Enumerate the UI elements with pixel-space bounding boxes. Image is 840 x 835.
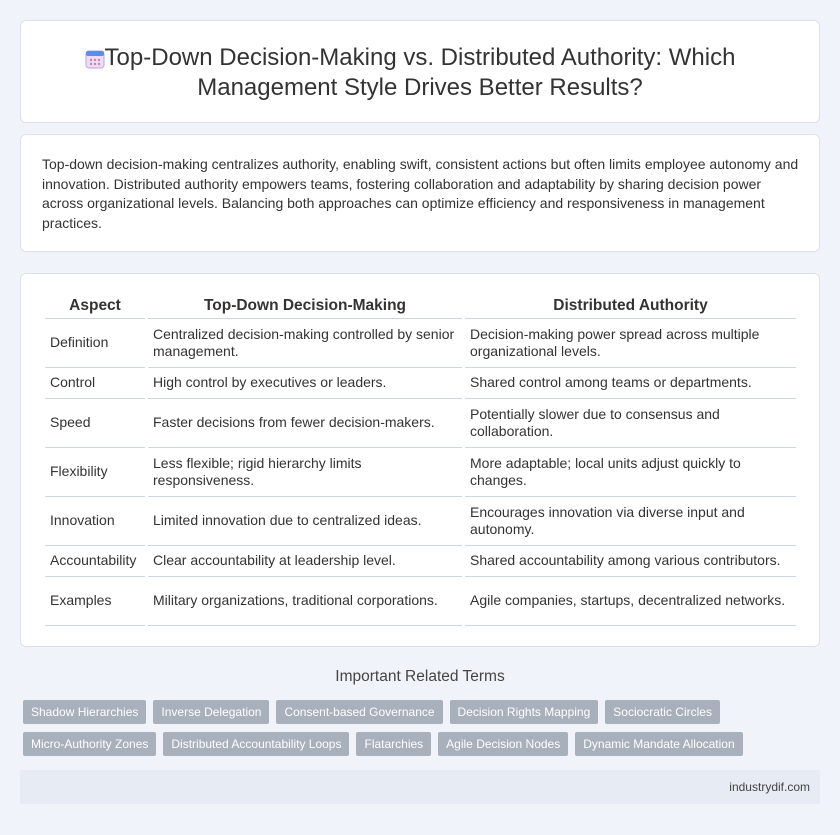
- comparison-table: [42, 294, 799, 626]
- comparison-card: [20, 273, 820, 647]
- tag-link[interactable]: Distributed Accountability Loops: [163, 732, 349, 756]
- top-down-cell: Clear accountability at leadership level.: [148, 546, 462, 577]
- tag-link[interactable]: Consent-based Governance: [276, 700, 442, 724]
- table-row: [45, 546, 796, 577]
- top-down-cell: Military organizations, traditional corporations.: [148, 577, 462, 626]
- tag-link[interactable]: Micro-Authority Zones: [23, 732, 156, 756]
- aspect-cell: Innovation: [45, 497, 145, 546]
- distributed-cell: Decision-making power spread across multiple organizational levels.: [465, 319, 796, 368]
- distributed-cell: Shared control among teams or departments.: [465, 368, 796, 399]
- aspect-cell: Flexibility: [45, 448, 145, 497]
- tag-link[interactable]: Flatarchies: [356, 732, 431, 756]
- intro-card: [20, 134, 820, 252]
- page-title-line1: Top-Down Decision-Making vs. Distributed Authority: Which: [104, 44, 736, 71]
- distributed-cell: Potentially slower due to consensus and collaboration.: [465, 399, 796, 448]
- top-down-cell: Less flexible; rigid hierarchy limits responsiveness.: [148, 448, 462, 497]
- column-header-aspect: Aspect: [45, 294, 145, 319]
- intro-paragraph: Top-down decision-making centralizes authority, enabling swift, consistent actions but often limits employee autonomy and innovation. Distributed authority empowers teams, fostering collaboration and adaptability by sharing decision power across organizational levels. Balancing both approaches can optimize efficiency and responsiveness in management practices.: [42, 156, 799, 231]
- footer: [20, 770, 820, 804]
- footer-site-link[interactable]: industrydif.com: [729, 780, 810, 794]
- column-header-top-down: Top-Down Decision-Making: [148, 294, 462, 319]
- tag-row: [23, 700, 823, 724]
- table-row: [45, 399, 796, 448]
- tag-link[interactable]: Inverse Delegation: [153, 700, 269, 724]
- top-down-cell: Faster decisions from fewer decision-makers.: [148, 399, 462, 448]
- table-row: [45, 497, 796, 546]
- distributed-cell: Agile companies, startups, decentralized networks.: [465, 577, 796, 626]
- aspect-cell: Accountability: [45, 546, 145, 577]
- related-terms-list: [23, 700, 823, 764]
- tag-link[interactable]: Shadow Hierarchies: [23, 700, 146, 724]
- page-title-line2: Management Style Drives Better Results?: [197, 74, 643, 101]
- top-down-cell: Centralized decision-making controlled by senior management.: [148, 319, 462, 368]
- related-terms-title: Important Related Terms: [335, 668, 505, 685]
- distributed-cell: More adaptable; local units adjust quickly to changes.: [465, 448, 796, 497]
- aspect-cell: Definition: [45, 319, 145, 368]
- tag-link[interactable]: Sociocratic Circles: [605, 700, 720, 724]
- table-row: [45, 448, 796, 497]
- top-down-cell: High control by executives or leaders.: [148, 368, 462, 399]
- table-row: [45, 319, 796, 368]
- tag-row: [23, 732, 823, 756]
- tag-link[interactable]: Dynamic Mandate Allocation: [575, 732, 742, 756]
- column-header-distributed: Distributed Authority: [465, 294, 796, 319]
- distributed-cell: Encourages innovation via diverse input and autonomy.: [465, 497, 796, 546]
- aspect-cell: Control: [45, 368, 145, 399]
- top-down-cell: Limited innovation due to centralized ideas.: [148, 497, 462, 546]
- header-card: [20, 20, 820, 123]
- distributed-cell: Shared accountability among various contributors.: [465, 546, 796, 577]
- table-row: [45, 368, 796, 399]
- table-row: [45, 577, 796, 626]
- page-title: [21, 43, 819, 103]
- aspect-cell: Speed: [45, 399, 145, 448]
- aspect-cell: Examples: [45, 577, 145, 626]
- table-header-row: [45, 294, 796, 319]
- tag-link[interactable]: Agile Decision Nodes: [438, 732, 568, 756]
- tag-link[interactable]: Decision Rights Mapping: [450, 700, 599, 724]
